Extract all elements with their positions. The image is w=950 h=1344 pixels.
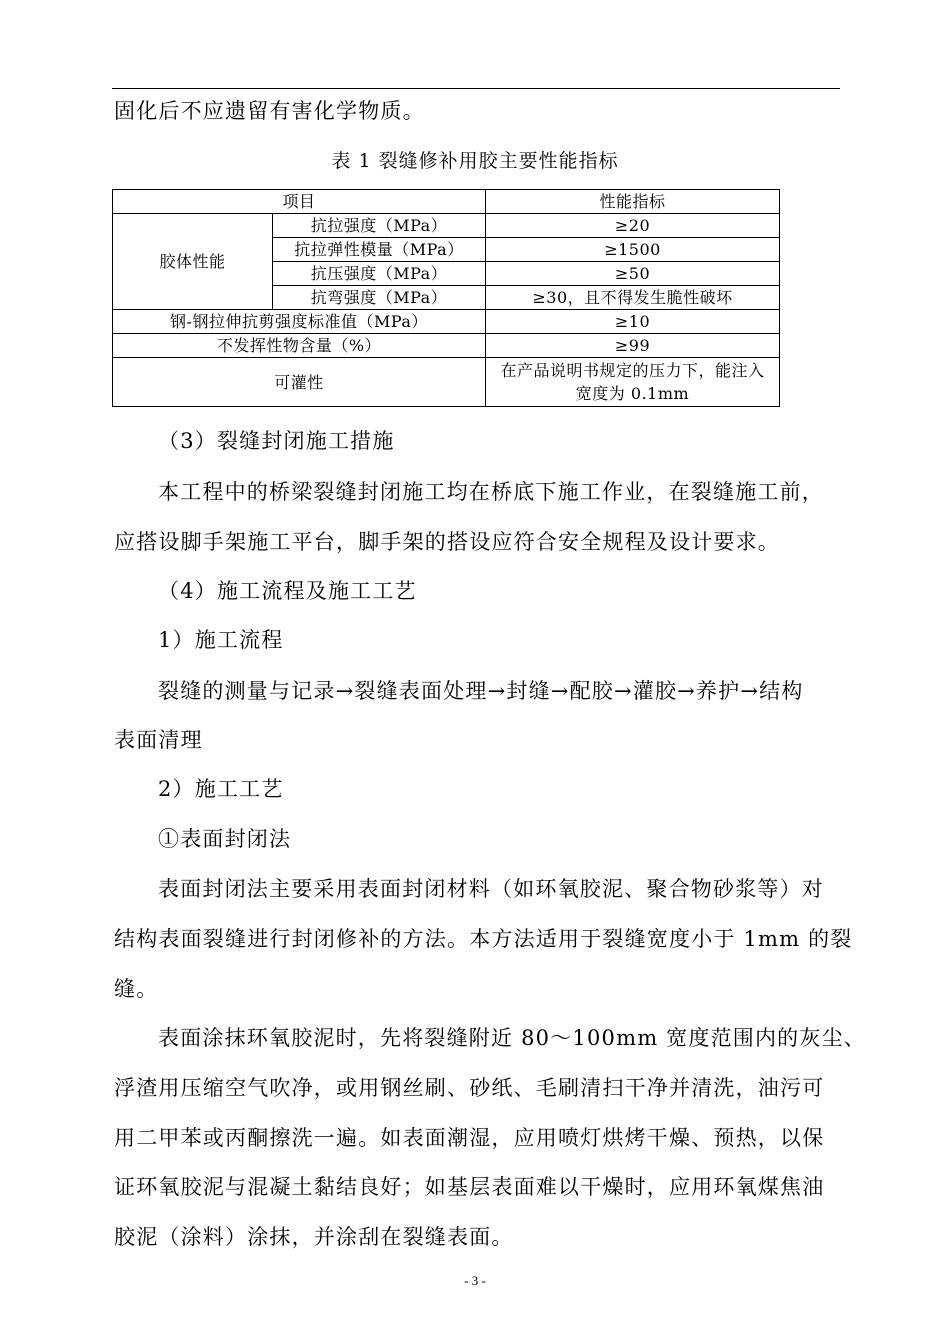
spec-cell: ≥30，且不得发生脆性破坏 xyxy=(486,286,780,310)
item-cell: 可灌性 xyxy=(113,358,486,407)
sub-heading: 1）施工流程 xyxy=(158,628,284,652)
table-header-row xyxy=(113,190,780,214)
paragraph-line: 裂缝的测量与记录→裂缝表面处理→封缝→配胶→灌胶→养护→结构 xyxy=(158,679,804,703)
page-number: - 3 - xyxy=(464,1273,486,1288)
header-rule xyxy=(112,88,840,89)
spec-cell: ≥50 xyxy=(486,262,780,286)
table-row xyxy=(113,358,780,407)
spec-table xyxy=(112,189,780,407)
item-cell: 抗拉弹性模量（MPa） xyxy=(273,238,486,262)
spec-cell: ≥10 xyxy=(486,310,780,334)
item-cell: 不发挥性物含量（%） xyxy=(113,334,486,358)
item-cell: 抗压强度（MPa） xyxy=(273,262,486,286)
item-cell: 钢-钢拉伸抗剪强度标准值（MPa） xyxy=(113,310,486,334)
paragraph-line: 用二甲苯或丙酮擦洗一遍。如表面潮湿，应用喷灯烘烤干燥、预热，以保 xyxy=(114,1126,825,1150)
table-row xyxy=(113,214,780,238)
sub-heading: 2）施工工艺 xyxy=(158,777,284,801)
spec-cell: ≥20 xyxy=(486,214,780,238)
sub-heading: ①表面封闭法 xyxy=(158,827,292,851)
paragraph-line: 缝。 xyxy=(114,977,159,1001)
header-item-cell: 项目 xyxy=(113,190,486,214)
item-cell: 抗拉强度（MPa） xyxy=(273,214,486,238)
paragraph-line: 结构表面裂缝进行封闭修补的方法。本方法适用于裂缝宽度小于 1mm 的裂 xyxy=(114,927,853,951)
paragraph-line: 应搭设脚手架施工平台，脚手架的搭设应符合安全规程及设计要求。 xyxy=(114,530,780,554)
paragraph-line: 证环氧胶泥与混凝土黏结良好；如基层表面难以干燥时，应用环氧煤焦油 xyxy=(114,1175,825,1199)
table-caption: 表 1 裂缝修补用胶主要性能指标 xyxy=(331,150,619,172)
intro-line: 固化后不应遗留有害化学物质。 xyxy=(114,99,425,123)
group-label-cell: 胶体性能 xyxy=(113,214,273,310)
paragraph-line: 表面涂抹环氧胶泥时，先将裂缝附近 80～100mm 宽度范围内的灰尘、 xyxy=(158,1026,866,1050)
section-heading: （3）裂缝封闭施工措施 xyxy=(158,429,395,453)
header-spec-cell: 性能指标 xyxy=(486,190,780,214)
spec-cell: ≥99 xyxy=(486,334,780,358)
section-heading: （4）施工流程及施工工艺 xyxy=(158,579,417,603)
paragraph-line: 浮渣用压缩空气吹净，或用钢丝刷、砂纸、毛刷清扫干净并清洗，油污可 xyxy=(114,1076,825,1100)
spec-cell: 在产品说明书规定的压力下，能注入宽度为 0.1mm xyxy=(486,358,780,407)
paragraph-line: 表面封闭法主要采用表面封闭材料（如环氧胶泥、聚合物砂浆等）对 xyxy=(158,877,824,901)
paragraph-line: 表面清理 xyxy=(114,728,203,752)
paragraph-line: 本工程中的桥梁裂缝封闭施工均在桥底下施工作业，在裂缝施工前， xyxy=(158,480,824,504)
paragraph-line: 胶泥（涂料）涂抹，并涂刮在裂缝表面。 xyxy=(114,1225,514,1249)
item-cell: 抗弯强度（MPa） xyxy=(273,286,486,310)
table-row xyxy=(113,334,780,358)
spec-cell: ≥1500 xyxy=(486,238,780,262)
table-row xyxy=(113,310,780,334)
